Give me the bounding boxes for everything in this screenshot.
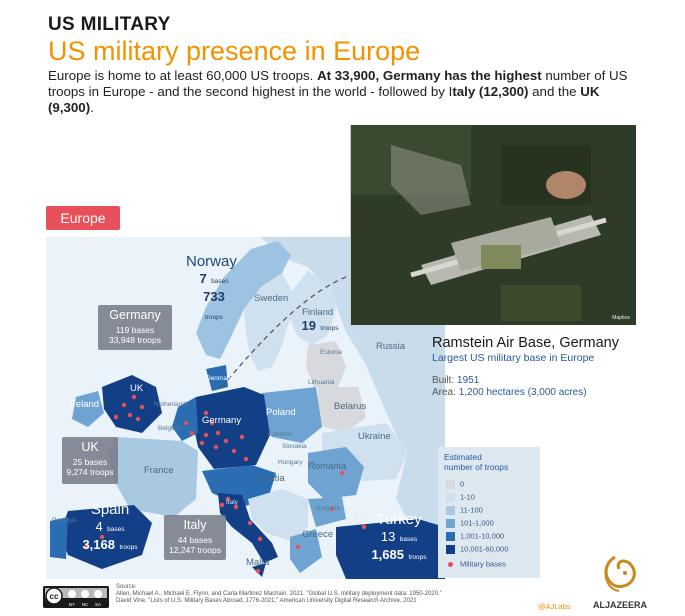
- label-belarus: Belarus: [334, 401, 367, 412]
- region-tag: Europe: [46, 206, 120, 230]
- brand-name: ALJAZEERA: [592, 600, 648, 610]
- cc-license-icon: [43, 586, 109, 608]
- base-marker: [224, 439, 228, 443]
- finland-troops-value: 19: [301, 318, 316, 333]
- legend-title-line1: Estimated: [444, 452, 482, 462]
- headline: US military presence in Europe: [48, 36, 421, 66]
- source-heading: Source:: [116, 584, 137, 590]
- cc-license-badge: [43, 586, 109, 608]
- callout-uk: [62, 437, 118, 484]
- label-slovakia: Slovakia: [282, 443, 307, 450]
- norway-bases-unit: bases: [211, 278, 229, 285]
- callout-germany-bases: 119 bases: [115, 325, 155, 335]
- label-ireland: Ireland: [70, 399, 100, 410]
- spain-troops-unit: troops: [119, 544, 138, 551]
- spain-bases-value: 4: [95, 519, 103, 534]
- photo-credit: Mapbox: [612, 315, 630, 321]
- label-netherlands: Netherlands: [154, 401, 190, 408]
- intro-text: [48, 68, 628, 116]
- legend-row: [446, 518, 494, 527]
- base-marker: [184, 421, 188, 425]
- callout-italy-bases: 44 bases: [177, 535, 213, 545]
- base-marker: [128, 413, 132, 417]
- label-malta: Malta: [246, 557, 270, 568]
- label-belgium: Belgium: [158, 425, 182, 432]
- legend-swatch: [446, 519, 455, 528]
- kicker: US MILITARY: [48, 14, 171, 35]
- label-croatia: Croatia: [254, 473, 285, 484]
- callout-uk-bases: 25 bases: [72, 457, 108, 467]
- legend-swatch: [446, 480, 455, 489]
- spain-bases-unit: bases: [107, 526, 125, 533]
- legend: [438, 447, 540, 578]
- base-marker: [204, 433, 208, 437]
- norway-troops-value: 733: [203, 289, 225, 304]
- legend-bases-row: [446, 559, 506, 568]
- base-marker: [248, 521, 252, 525]
- spain-name: Spain: [90, 501, 130, 518]
- callout-italy: [164, 515, 226, 560]
- label-germany: Germany: [202, 415, 242, 426]
- source-line2: David Vine, "Lists of U.S. Military Bases Abroad, 1776-2021," American University Digital Research Archive, 2021: [116, 598, 417, 605]
- annot-finland: [298, 317, 342, 335]
- callout-germany-name: Germany: [109, 308, 161, 322]
- base-marker: [216, 431, 220, 435]
- legend-row: [446, 479, 464, 488]
- legend-row: [446, 531, 504, 540]
- legend-row: [446, 505, 483, 514]
- legend-swatch: [446, 532, 455, 541]
- base-marker: [200, 441, 204, 445]
- callout-uk-troops: 9,274 troops: [66, 467, 114, 477]
- base-marker: [296, 545, 300, 549]
- legend-title: [444, 452, 508, 472]
- label-denmark: Denmark: [206, 375, 233, 382]
- legend-swatch: [446, 506, 455, 515]
- label-finland: Finland: [302, 307, 334, 318]
- ramstein-satellite-image: [350, 125, 636, 325]
- social-handle: @AJLabs: [538, 602, 571, 611]
- annot-turkey: [366, 511, 432, 564]
- turkey-troops-value: 1,685: [371, 547, 404, 562]
- annot-spain: [80, 501, 140, 554]
- legend-label: 101-1,000: [460, 518, 494, 528]
- intro-bold2: taly (12,300): [452, 84, 529, 99]
- annot-norway: [192, 270, 236, 324]
- label-norway: Norway: [186, 253, 237, 270]
- legend-base-dot: [448, 562, 453, 567]
- legend-bases-label: Military bases: [460, 559, 506, 569]
- intro-bold3: UK (9,300): [48, 84, 600, 115]
- source-line1: Allen, Michael A., Michael E. Flynn, and Carla Martinez Machain. 2021. "Global U.S. military deployment data: 1950-2020.": [116, 591, 442, 598]
- label-czechia: Czechia: [268, 431, 292, 438]
- base-marker: [240, 435, 244, 439]
- callout-uk-name: UK: [81, 440, 99, 454]
- label-romania: Romania: [308, 461, 347, 472]
- base-title: Ramstein Air Base, Germany: [432, 335, 619, 351]
- turkey-troops-unit: troops: [408, 554, 427, 561]
- base-marker: [114, 415, 118, 419]
- cc-mark: cc: [49, 592, 59, 601]
- intro-part1: Europe is home to at least 60,000 US troops.: [48, 68, 318, 83]
- label-ukraine: Ukraine: [358, 431, 391, 442]
- label-france: France: [144, 465, 174, 476]
- legend-label: 11-100: [460, 505, 483, 515]
- callout-germany-troops: 33,948 troops: [109, 335, 161, 345]
- intro-part2: number of US troops in Europe - and the second highest in the world - followed by I: [48, 68, 628, 99]
- legend-label: 1,001-10,000: [460, 531, 505, 541]
- base-marker: [190, 431, 194, 435]
- callout-italy-troops: 12,247 troops: [169, 545, 221, 555]
- label-lithuania: Lithuania: [308, 379, 335, 386]
- base-marker: [140, 405, 144, 409]
- callout-italy-name: Italy: [183, 518, 207, 532]
- aljazeera-logo: [585, 553, 655, 611]
- label-russia: Russia: [376, 341, 406, 352]
- turkey-bases-value: 13: [380, 529, 396, 544]
- built-value: 1951: [457, 375, 480, 386]
- label-portugal: Portugal: [52, 517, 77, 524]
- label-poland: Poland: [266, 407, 296, 418]
- cc-by: BY: [68, 602, 76, 607]
- legend-row: [446, 492, 475, 501]
- base-marker: [220, 503, 224, 507]
- aljazeera-logo-mark: [585, 553, 655, 611]
- clearing-patch: [546, 171, 586, 199]
- legend-title-line2: number of troops: [444, 462, 509, 472]
- cc-nc: NC: [81, 602, 89, 607]
- label-sweden: Sweden: [254, 293, 289, 304]
- label-uk: UK: [130, 383, 144, 394]
- built-label: Built:: [432, 375, 455, 386]
- legend-label: 0: [460, 479, 465, 489]
- legend-swatch: [446, 493, 455, 502]
- legend-row: [446, 544, 508, 553]
- base-subtitle: Largest US military base in Europe: [432, 352, 595, 364]
- base-marker: [136, 417, 140, 421]
- label-hungary: Hungary: [278, 459, 303, 466]
- intro-part3: and the: [528, 84, 581, 99]
- norway-troops-unit: troops: [204, 314, 224, 321]
- label-greece: Greece: [302, 529, 334, 540]
- base-marker: [122, 403, 126, 407]
- satellite-image-drawing: [351, 125, 636, 325]
- base-area: [432, 387, 587, 398]
- cc-sa: SA: [94, 602, 102, 607]
- finland-troops-unit: troops: [320, 325, 339, 332]
- legend-swatch: [446, 545, 455, 554]
- spain-troops-value: 3,168: [82, 537, 115, 552]
- base-marker: [132, 395, 136, 399]
- source-block: [116, 584, 546, 606]
- base-marker: [258, 537, 262, 541]
- base-marker: [214, 445, 218, 449]
- turkey-bases-unit: bases: [399, 536, 418, 543]
- label-italy-map: Italy: [226, 499, 238, 506]
- area-value: 1,200 hectares (3,000 acres): [458, 387, 587, 398]
- area-label: Area:: [432, 387, 456, 398]
- base-marker: [244, 457, 248, 461]
- base-built: [432, 375, 479, 386]
- callout-germany: [98, 305, 172, 350]
- label-estonia: Estonia: [320, 349, 342, 356]
- intro-part4: .: [90, 100, 94, 115]
- label-bulgaria: Bulgaria: [316, 505, 340, 512]
- legend-label: 10,001-60,000: [460, 544, 509, 554]
- base-marker: [232, 449, 236, 453]
- intro-bold1: At 33,900, Germany has the highest: [317, 68, 542, 83]
- turkey-name: Turkey: [376, 511, 422, 528]
- norway-bases-value: 7: [199, 271, 207, 286]
- legend-label: 1-10: [460, 492, 476, 502]
- base-marker: [256, 569, 260, 573]
